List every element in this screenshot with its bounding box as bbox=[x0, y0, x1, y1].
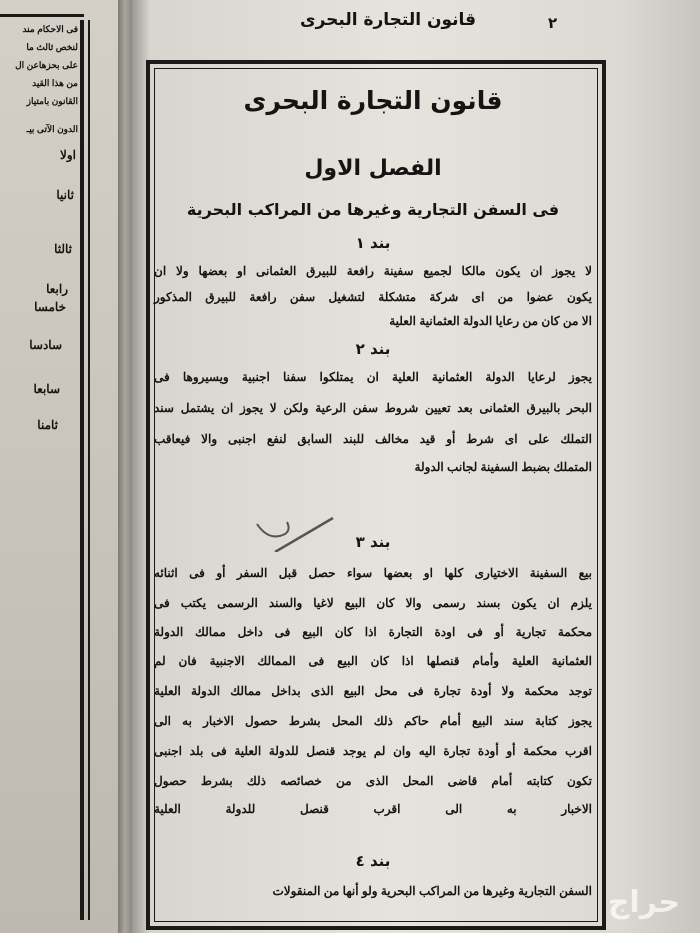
article-line: توجد محكمة ولا أودة تجارة فى محل البيع الذى بداخل ممالك الدولة العلية bbox=[154, 684, 592, 698]
left-line: من هذا القيد bbox=[32, 78, 78, 88]
left-frame-border bbox=[80, 20, 90, 920]
left-frame-top bbox=[0, 14, 84, 17]
running-title: قانون التجارة البحرى bbox=[300, 10, 477, 30]
article-line: العثمانية العلية وأمام قنصلها اذا كان البيع فى الممالك الاجنبية فان لم bbox=[154, 654, 592, 668]
chapter-heading: الفصل الاول bbox=[304, 156, 442, 181]
left-ordinal: سادسا bbox=[29, 338, 62, 352]
left-ordinal: رابعا bbox=[46, 282, 68, 296]
article-label: بند ٣ bbox=[355, 533, 391, 551]
article-line: يلزم ان يكون بسند رسمى والا كان البيع لاغيا والسند الرسمى يكتب فى bbox=[154, 596, 592, 610]
chapter-subtitle: فى السفن التجارية وغيرها من المراكب البحرية bbox=[186, 200, 560, 219]
left-line: فى الاحكام مند bbox=[22, 24, 78, 34]
watermark-logo: حراج bbox=[607, 885, 680, 920]
article-line: البحر بالبيرق العثمانى بعد تعيين شروط سفن الرعية ولكن لا يجوز ان يشتمل سند bbox=[154, 401, 592, 415]
article-line: تكون كتابته أمام قاضى المحل الذى من خصائصه ذلك بشرط حصول bbox=[154, 774, 592, 788]
page-title: قانون التجارة البحرى bbox=[243, 86, 503, 115]
left-line: على بحزهاعن ال bbox=[15, 60, 78, 70]
left-line: لنخص ثالث ما bbox=[26, 42, 78, 52]
left-ordinal: خامسا bbox=[34, 300, 66, 314]
article-line: الاخبار به الى اقرب قنصل للدولة العلية bbox=[154, 802, 592, 816]
article-line: بيع السفينة الاختيارى كلها او بعضها سواء حصل قبل السفر أو فى اثنائه bbox=[154, 566, 592, 580]
left-page bbox=[0, 0, 118, 933]
article-line: التملك على اى شرط أو قيد مخالف للبند السابق لنفع اجنبى والا فيعاقب bbox=[154, 432, 592, 446]
article-line: يجوز كتابة سند البيع أمام حاكم ذلك المحل بشرط حصول الاخبار به الى bbox=[154, 714, 592, 728]
book-spine bbox=[118, 0, 132, 933]
article-line: الا من كان من رعايا الدولة العثمانية العلية bbox=[389, 314, 592, 328]
pen-mark bbox=[255, 512, 335, 552]
left-ordinal: ثامنا bbox=[37, 418, 58, 432]
article-line: السفن التجارية وغيرها من المراكب البحرية ولو أنها من المنقولات bbox=[272, 884, 592, 898]
page-number: ٢ bbox=[548, 14, 558, 32]
article-label: بند ١ bbox=[355, 234, 391, 252]
article-line: لا يجوز ان يكون مالكا لجميع سفينة رافعة للبيرق العثمانى او بعضها ولا ان bbox=[154, 264, 592, 278]
article-line: يكون عضوا من اى شركة متشكلة لتشغيل سفن رافعة للبيرق المذكور bbox=[154, 290, 592, 304]
article-label: بند ٤ bbox=[355, 852, 391, 870]
article-line: اقرب محكمة أو أودة تجارة اليه وان لم يوجد قنصل للدولة العلية فى بلد اجنبى bbox=[154, 744, 593, 758]
article-line: محكمة تجارية أو فى اودة التجارة اذا كان البيع فى داخل ممالك الدولة bbox=[154, 625, 592, 639]
article-line: المتملك بضبط السفينة لجانب الدولة bbox=[414, 460, 592, 474]
left-line: القانون بامتياز bbox=[26, 96, 78, 106]
page-content bbox=[154, 0, 592, 933]
left-ordinal: ثالثا bbox=[54, 242, 72, 256]
left-ordinal: ثانيا bbox=[56, 188, 74, 202]
left-line: الدون الآتى بيـ bbox=[26, 124, 78, 134]
left-ordinal: اولا bbox=[60, 148, 76, 162]
article-line: يجوز لرعايا الدولة العثمانية العلية ان يمتلكوا سفنا اجنبية ويسيروها فى bbox=[154, 370, 592, 384]
article-label: بند ٢ bbox=[355, 340, 391, 358]
left-ordinal: سابعا bbox=[33, 382, 60, 396]
